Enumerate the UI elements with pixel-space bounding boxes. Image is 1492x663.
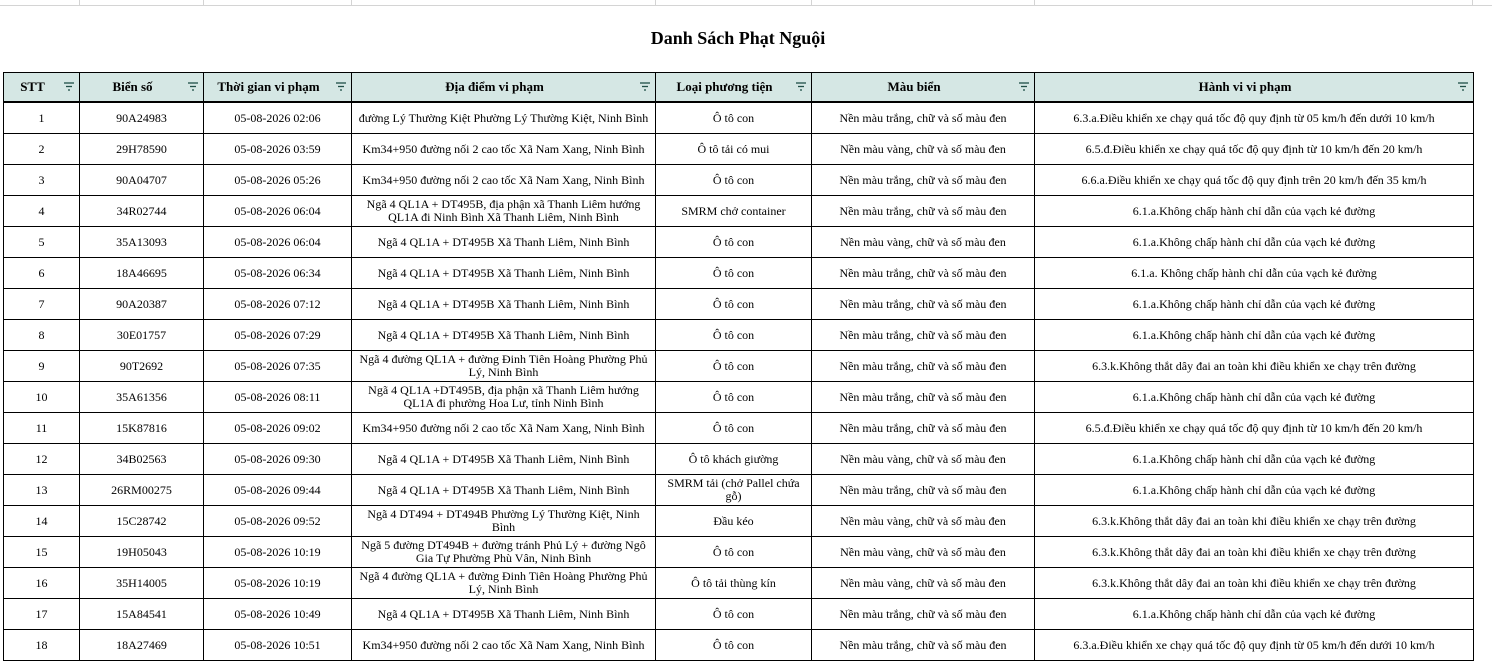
filter-dropdown-icon[interactable] bbox=[1457, 82, 1469, 92]
cell-violation[interactable]: 6.1.a.Không chấp hành chỉ dẫn của vạch kẻ đường bbox=[1035, 444, 1474, 475]
cell-location[interactable]: Ngã 4 QL1A + DT495B Xã Thanh Liêm, Ninh Bình bbox=[352, 289, 656, 320]
table-row bbox=[4, 227, 1474, 258]
cell-vehicle-type[interactable]: Ô tô con bbox=[656, 102, 812, 134]
column-header-label: Thời gian vi phạm bbox=[217, 79, 320, 94]
cell-violation[interactable]: 6.1.a.Không chấp hành chỉ dẫn của vạch kẻ đường bbox=[1035, 196, 1474, 227]
table-body bbox=[4, 102, 1474, 661]
column-header-location bbox=[352, 73, 656, 103]
cell-location[interactable]: Ngã 4 QL1A + DT495B Xã Thanh Liêm, Ninh Bình bbox=[352, 599, 656, 630]
cell-plate-color[interactable]: Nền màu trắng, chữ và số màu đen bbox=[812, 102, 1035, 134]
cell-plate-color[interactable]: Nền màu vàng, chữ và số màu đen bbox=[812, 568, 1035, 599]
table-row bbox=[4, 289, 1474, 320]
table-row bbox=[4, 475, 1474, 506]
cell-plate[interactable]: 29H78590 bbox=[80, 134, 204, 165]
cell-time[interactable]: 05-08-2026 10:19 bbox=[204, 568, 352, 599]
cell-vehicle-type[interactable]: Ô tô con bbox=[656, 537, 812, 568]
table-row bbox=[4, 537, 1474, 568]
cell-time[interactable]: 05-08-2026 06:04 bbox=[204, 227, 352, 258]
cell-plate[interactable]: 35A13093 bbox=[80, 227, 204, 258]
cell-time[interactable]: 05-08-2026 10:49 bbox=[204, 599, 352, 630]
filter-dropdown-icon[interactable] bbox=[1018, 82, 1030, 92]
cell-plate-color[interactable]: Nền màu trắng, chữ và số màu đen bbox=[812, 413, 1035, 444]
cell-plate-color[interactable]: Nền màu trắng, chữ và số màu đen bbox=[812, 475, 1035, 506]
cell-time[interactable]: 05-08-2026 06:34 bbox=[204, 258, 352, 289]
cell-location[interactable]: Km34+950 đường nối 2 cao tốc Xã Nam Xang, Ninh Bình bbox=[352, 134, 656, 165]
column-header-label: Địa điểm vi phạm bbox=[445, 79, 544, 94]
cell-location[interactable]: Ngã 4 QL1A + DT495B Xã Thanh Liêm, Ninh Bình bbox=[352, 227, 656, 258]
cell-plate[interactable]: 15K87816 bbox=[80, 413, 204, 444]
cell-stt[interactable]: 13 bbox=[4, 475, 80, 506]
cell-plate[interactable]: 90A24983 bbox=[80, 102, 204, 134]
cell-vehicle-type[interactable]: Đầu kéo bbox=[656, 506, 812, 537]
cell-stt[interactable]: 8 bbox=[4, 320, 80, 351]
cell-plate-color[interactable]: Nền màu vàng, chữ và số màu đen bbox=[812, 444, 1035, 475]
cell-stt[interactable]: 10 bbox=[4, 382, 80, 413]
cell-stt[interactable]: 6 bbox=[4, 258, 80, 289]
column-header-label: Loại phương tiện bbox=[676, 79, 773, 94]
cell-vehicle-type[interactable]: Ô tô con bbox=[656, 382, 812, 413]
cell-plate-color[interactable]: Nền màu vàng, chữ và số màu đen bbox=[812, 227, 1035, 258]
cell-plate[interactable]: 15C28742 bbox=[80, 506, 204, 537]
cell-plate-color[interactable]: Nền màu trắng, chữ và số màu đen bbox=[812, 351, 1035, 382]
column-header-label: Màu biển bbox=[887, 79, 941, 94]
cell-time[interactable]: 05-08-2026 08:11 bbox=[204, 382, 352, 413]
cell-violation[interactable]: 6.3.k.Không thắt dây đai an toàn khi điều khiển xe chạy trên đường bbox=[1035, 506, 1474, 537]
cell-stt[interactable]: 11 bbox=[4, 413, 80, 444]
cell-violation[interactable]: 6.1.a.Không chấp hành chỉ dẫn của vạch kẻ đường bbox=[1035, 289, 1474, 320]
cell-violation[interactable]: 6.3.k.Không thắt dây đai an toàn khi điều khiển xe chạy trên đường bbox=[1035, 537, 1474, 568]
cell-location[interactable]: Ngã 4 đường QL1A + đường Đinh Tiên Hoàng Phường Phủ Lý, Ninh Bình bbox=[352, 351, 656, 382]
cell-stt[interactable]: 3 bbox=[4, 165, 80, 196]
header-row bbox=[4, 73, 1474, 103]
column-header-label: Hành vi vi phạm bbox=[1198, 79, 1292, 94]
cell-time[interactable]: 05-08-2026 09:30 bbox=[204, 444, 352, 475]
table-row bbox=[4, 413, 1474, 444]
cell-time[interactable]: 05-08-2026 07:35 bbox=[204, 351, 352, 382]
table-row bbox=[4, 599, 1474, 630]
cell-plate[interactable]: 30E01757 bbox=[80, 320, 204, 351]
cell-plate-color[interactable]: Nền màu trắng, chữ và số màu đen bbox=[812, 258, 1035, 289]
cell-violation[interactable]: 6.1.a.Không chấp hành chỉ dẫn của vạch kẻ đường bbox=[1035, 227, 1474, 258]
cell-plate-color[interactable]: Nền màu trắng, chữ và số màu đen bbox=[812, 599, 1035, 630]
cell-time[interactable]: 05-08-2026 10:51 bbox=[204, 630, 352, 661]
cell-violation[interactable]: 6.1.a. Không chấp hành chỉ dẫn của vạch kẻ đường bbox=[1035, 258, 1474, 289]
cell-stt[interactable]: 12 bbox=[4, 444, 80, 475]
filter-dropdown-icon[interactable] bbox=[335, 82, 347, 92]
cell-vehicle-type[interactable]: Ô tô con bbox=[656, 599, 812, 630]
cell-stt[interactable]: 7 bbox=[4, 289, 80, 320]
cell-plate-color[interactable]: Nền màu trắng, chữ và số màu đen bbox=[812, 382, 1035, 413]
cell-time[interactable]: 05-08-2026 10:19 bbox=[204, 537, 352, 568]
cell-plate[interactable]: 19H05043 bbox=[80, 537, 204, 568]
cell-violation[interactable]: 6.3.k.Không thắt dây đai an toàn khi điều khiển xe chạy trên đường bbox=[1035, 351, 1474, 382]
cell-stt[interactable]: 2 bbox=[4, 134, 80, 165]
cell-plate[interactable]: 90A04707 bbox=[80, 165, 204, 196]
cell-location[interactable]: Ngã 4 QL1A +DT495B, địa phận xã Thanh Liêm hướng QL1A đi phường Hoa Lư, tỉnh Ninh Bình bbox=[352, 382, 656, 413]
cell-stt[interactable]: 15 bbox=[4, 537, 80, 568]
cell-plate-color[interactable]: Nền màu trắng, chữ và số màu đen bbox=[812, 165, 1035, 196]
column-header-stt bbox=[4, 73, 80, 103]
table-row bbox=[4, 320, 1474, 351]
cell-violation[interactable]: 6.5.đ.Điều khiển xe chạy quá tốc độ quy định từ 10 km/h đến 20 km/h bbox=[1035, 134, 1474, 165]
sheet-top-strip bbox=[0, 0, 1492, 6]
cell-vehicle-type[interactable]: Ô tô khách giường bbox=[656, 444, 812, 475]
cell-plate-color[interactable]: Nền màu trắng, chữ và số màu đen bbox=[812, 630, 1035, 661]
cell-location[interactable]: Km34+950 đường nối 2 cao tốc Xã Nam Xang, Ninh Bình bbox=[352, 165, 656, 196]
cell-vehicle-type[interactable]: Ô tô con bbox=[656, 351, 812, 382]
cell-vehicle-type[interactable]: Ô tô con bbox=[656, 227, 812, 258]
cell-vehicle-type[interactable]: Ô tô con bbox=[656, 413, 812, 444]
cell-violation[interactable]: 6.1.a.Không chấp hành chỉ dẫn của vạch kẻ đường bbox=[1035, 599, 1474, 630]
cell-violation[interactable]: 6.6.a.Điều khiển xe chạy quá tốc độ quy định trên 20 km/h đến 35 km/h bbox=[1035, 165, 1474, 196]
cell-location[interactable]: Ngã 4 QL1A + DT495B Xã Thanh Liêm, Ninh Bình bbox=[352, 444, 656, 475]
cell-stt[interactable]: 1 bbox=[4, 102, 80, 134]
cell-plate-color[interactable]: Nền màu trắng, chữ và số màu đen bbox=[812, 320, 1035, 351]
cell-plate[interactable]: 15A84541 bbox=[80, 599, 204, 630]
cell-time[interactable]: 05-08-2026 07:29 bbox=[204, 320, 352, 351]
column-header-plate bbox=[80, 73, 204, 103]
cell-stt[interactable]: 17 bbox=[4, 599, 80, 630]
filter-dropdown-icon[interactable] bbox=[187, 82, 199, 92]
cell-plate[interactable]: 35H14005 bbox=[80, 568, 204, 599]
cell-time[interactable]: 05-08-2026 07:12 bbox=[204, 289, 352, 320]
cell-time[interactable]: 05-08-2026 05:26 bbox=[204, 165, 352, 196]
cell-vehicle-type[interactable]: Ô tô con bbox=[656, 289, 812, 320]
cell-vehicle-type[interactable]: SMRM chở container bbox=[656, 196, 812, 227]
cell-stt[interactable]: 4 bbox=[4, 196, 80, 227]
cell-plate[interactable]: 18A46695 bbox=[80, 258, 204, 289]
cell-location[interactable]: Ngã 4 DT494 + DT494B Phường Lý Thường Kiệt, Ninh Bình bbox=[352, 506, 656, 537]
cell-time[interactable]: 05-08-2026 06:04 bbox=[204, 196, 352, 227]
cell-stt[interactable]: 9 bbox=[4, 351, 80, 382]
column-header-violation bbox=[1035, 73, 1474, 103]
cell-plate[interactable]: 90T2692 bbox=[80, 351, 204, 382]
cell-location[interactable]: Ngã 4 QL1A + DT495B Xã Thanh Liêm, Ninh Bình bbox=[352, 320, 656, 351]
cell-location[interactable]: Ngã 5 đường DT494B + đường tránh Phủ Lý + đường Ngô Gia Tự Phường Phù Vân, Ninh Bình bbox=[352, 537, 656, 568]
cell-vehicle-type[interactable]: Ô tô con bbox=[656, 258, 812, 289]
cell-plate-color[interactable]: Nền màu trắng, chữ và số màu đen bbox=[812, 289, 1035, 320]
cell-time[interactable]: 05-08-2026 02:06 bbox=[204, 102, 352, 134]
cell-plate[interactable]: 34R02744 bbox=[80, 196, 204, 227]
cell-plate[interactable]: 26RM00275 bbox=[80, 475, 204, 506]
cell-vehicle-type[interactable]: Ô tô tải thùng kín bbox=[656, 568, 812, 599]
cell-plate[interactable]: 18A27469 bbox=[80, 630, 204, 661]
column-header-time bbox=[204, 73, 352, 103]
table-row bbox=[4, 382, 1474, 413]
table-row bbox=[4, 351, 1474, 382]
table-row bbox=[4, 630, 1474, 661]
cell-violation[interactable]: 6.5.đ.Điều khiển xe chạy quá tốc độ quy định từ 10 km/h đến 20 km/h bbox=[1035, 413, 1474, 444]
cell-violation[interactable]: 6.1.a.Không chấp hành chỉ dẫn của vạch kẻ đường bbox=[1035, 382, 1474, 413]
cell-stt[interactable]: 14 bbox=[4, 506, 80, 537]
cell-location[interactable]: Ngã 4 QL1A + DT495B Xã Thanh Liêm, Ninh Bình bbox=[352, 475, 656, 506]
table-row bbox=[4, 165, 1474, 196]
cell-violation[interactable]: 6.3.a.Điều khiển xe chạy quá tốc độ quy định từ 05 km/h đến dưới 10 km/h bbox=[1035, 102, 1474, 134]
table-row bbox=[4, 506, 1474, 537]
cell-violation[interactable]: 6.3.a.Điều khiển xe chạy quá tốc độ quy định từ 05 km/h đến dưới 10 km/h bbox=[1035, 630, 1474, 661]
cell-vehicle-type[interactable]: Ô tô tải có mui bbox=[656, 134, 812, 165]
cell-plate-color[interactable]: Nền màu vàng, chữ và số màu đen bbox=[812, 506, 1035, 537]
cell-violation[interactable]: 6.3.k.Không thắt dây đai an toàn khi điều khiển xe chạy trên đường bbox=[1035, 568, 1474, 599]
filter-dropdown-icon[interactable] bbox=[63, 82, 75, 92]
cell-stt[interactable]: 18 bbox=[4, 630, 80, 661]
cell-violation[interactable]: 6.1.a.Không chấp hành chỉ dẫn của vạch kẻ đường bbox=[1035, 320, 1474, 351]
table-row bbox=[4, 568, 1474, 599]
cell-plate-color[interactable]: Nền màu trắng, chữ và số màu đen bbox=[812, 196, 1035, 227]
cell-location[interactable]: đường Lý Thường Kiệt Phường Lý Thường Kiệt, Ninh Bình bbox=[352, 102, 656, 134]
cell-time[interactable]: 05-08-2026 09:44 bbox=[204, 475, 352, 506]
cell-plate[interactable]: 34B02563 bbox=[80, 444, 204, 475]
cell-location[interactable]: Ngã 4 QL1A + DT495B Xã Thanh Liêm, Ninh Bình bbox=[352, 258, 656, 289]
table-row bbox=[4, 196, 1474, 227]
column-header-label: STT bbox=[20, 79, 45, 94]
violations-table bbox=[3, 72, 1474, 661]
filter-dropdown-icon[interactable] bbox=[639, 82, 651, 92]
cell-violation[interactable]: 6.1.a.Không chấp hành chỉ dẫn của vạch kẻ đường bbox=[1035, 475, 1474, 506]
table-row bbox=[4, 134, 1474, 165]
cell-vehicle-type[interactable]: Ô tô con bbox=[656, 630, 812, 661]
column-header-vehicle-type bbox=[656, 73, 812, 103]
cell-time[interactable]: 05-08-2026 09:52 bbox=[204, 506, 352, 537]
cell-vehicle-type[interactable]: SMRM tải (chở Pallel chứa gỗ) bbox=[656, 475, 812, 506]
cell-plate-color[interactable]: Nền màu vàng, chữ và số màu đen bbox=[812, 134, 1035, 165]
cell-plate[interactable]: 90A20387 bbox=[80, 289, 204, 320]
cell-location[interactable]: Ngã 4 QL1A + DT495B, địa phận xã Thanh Liêm hướng QL1A đi Ninh Bình Xã Thanh Liêm, Ninh Bình bbox=[352, 196, 656, 227]
cell-stt[interactable]: 16 bbox=[4, 568, 80, 599]
cell-vehicle-type[interactable]: Ô tô con bbox=[656, 320, 812, 351]
cell-stt[interactable]: 5 bbox=[4, 227, 80, 258]
cell-time[interactable]: 05-08-2026 03:59 bbox=[204, 134, 352, 165]
cell-time[interactable]: 05-08-2026 09:02 bbox=[204, 413, 352, 444]
cell-location[interactable]: Km34+950 đường nối 2 cao tốc Xã Nam Xang, Ninh Bình bbox=[352, 413, 656, 444]
cell-plate-color[interactable]: Nền màu vàng, chữ và số màu đen bbox=[812, 537, 1035, 568]
cell-location[interactable]: Km34+950 đường nối 2 cao tốc Xã Nam Xang, Ninh Bình bbox=[352, 630, 656, 661]
column-header-label: Biển số bbox=[112, 79, 153, 94]
column-header-plate-color bbox=[812, 73, 1035, 103]
table-row bbox=[4, 258, 1474, 289]
table-row bbox=[4, 102, 1474, 134]
sheet-title: Danh Sách Phạt Nguội bbox=[650, 28, 826, 48]
cell-plate[interactable]: 35A61356 bbox=[80, 382, 204, 413]
cell-vehicle-type[interactable]: Ô tô con bbox=[656, 165, 812, 196]
cell-location[interactable]: Ngã 4 đường QL1A + đường Đinh Tiên Hoàng Phường Phủ Lý, Ninh Bình bbox=[352, 568, 656, 599]
filter-dropdown-icon[interactable] bbox=[795, 82, 807, 92]
table-row bbox=[4, 444, 1474, 475]
